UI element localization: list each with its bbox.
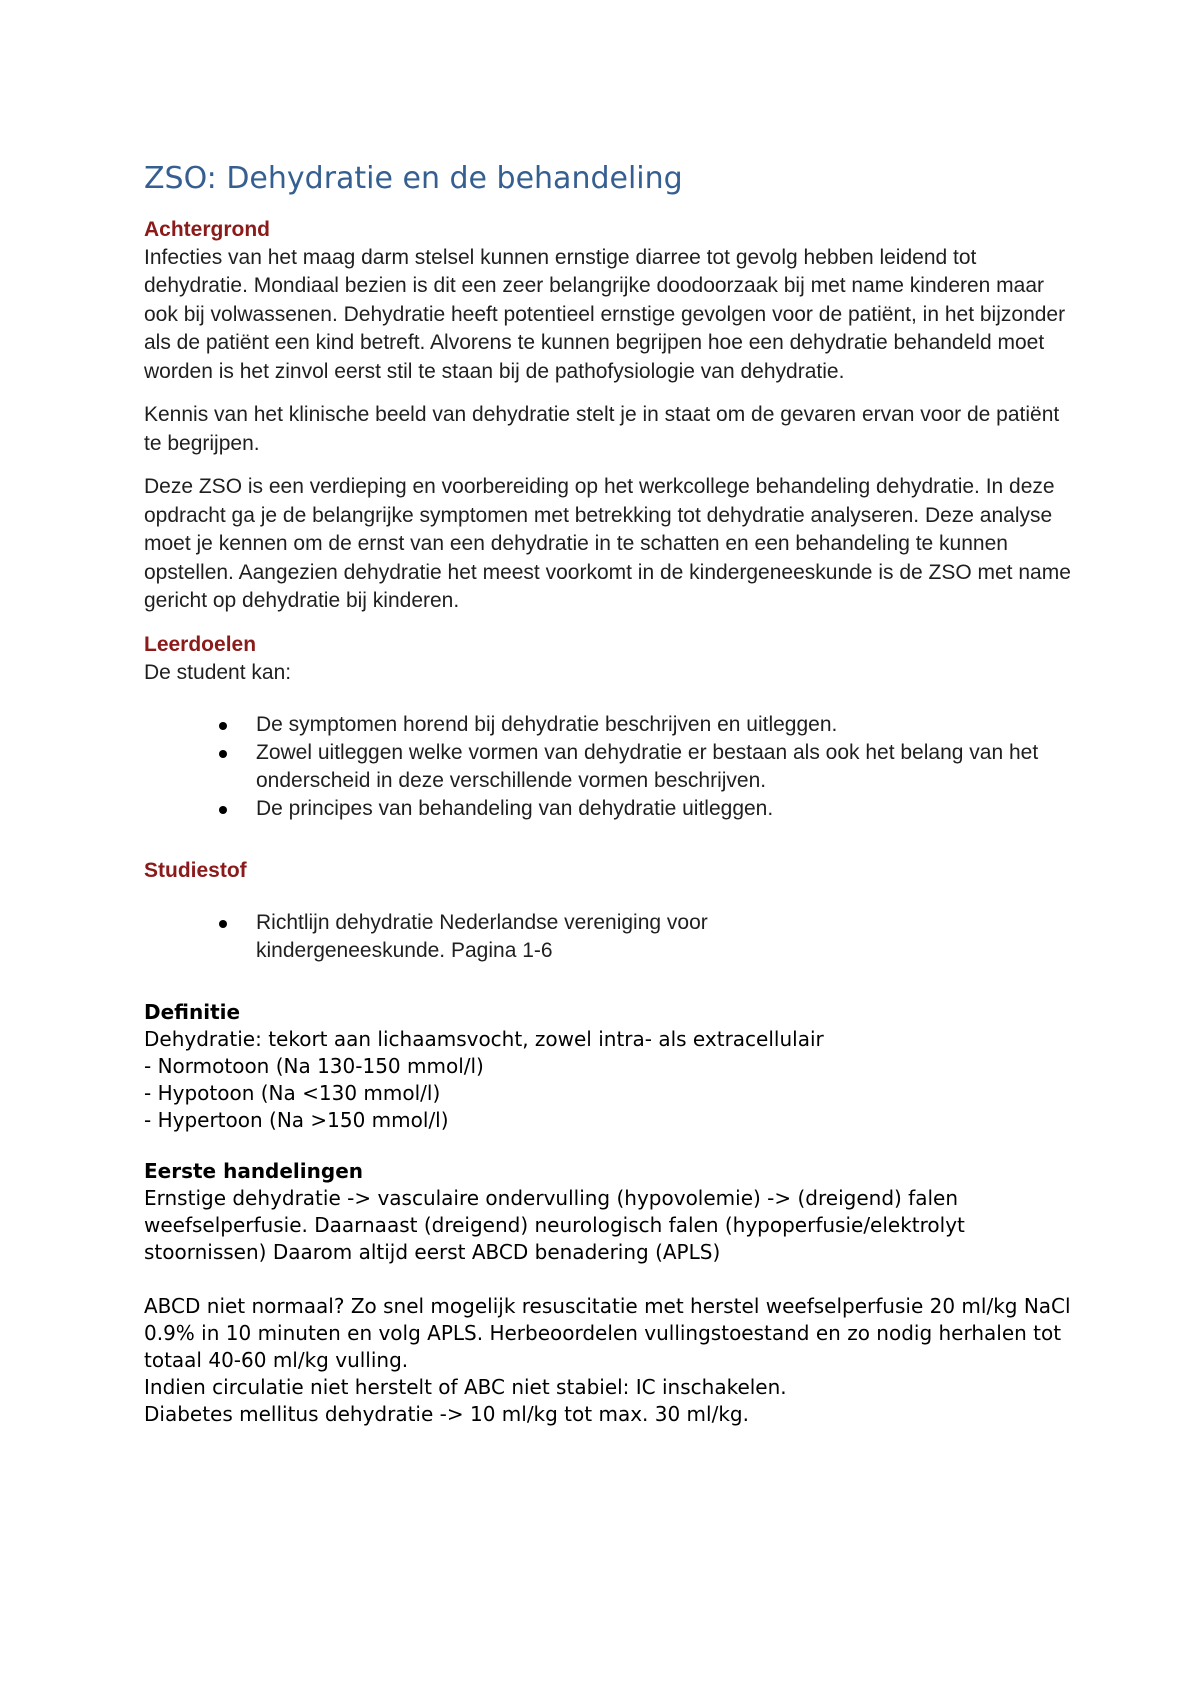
studiestof-list [144, 909, 1074, 965]
eerste-handelingen-paragraph-1: Ernstige dehydratie -> vasculaire ondervulling (hypovolemie) -> (dreigend) falen weefselperfusie. Daarnaast (dreigend) neurologisch falen (hypoperfusie/elektrolyt stoornissen) Daarom altijd eerst ABCD benadering (APLS) [144, 1186, 965, 1264]
page-title: ZSO: Dehydratie en de behandeling [144, 161, 683, 196]
leerdoelen-list [144, 711, 1074, 823]
definitie-line: - Normotoon (Na 130-150 mmol/l) [144, 1054, 484, 1078]
leerdoelen-intro: De student kan: [144, 660, 292, 684]
definitie-line: - Hypotoon (Na <130 mmol/l) [144, 1081, 441, 1105]
list-item: Richtlijn dehydratie Nederlandse vereniging voor kindergeneeskunde. Pagina 1-6 [256, 909, 794, 965]
eerste-handelingen-line-3: Indien circulatie niet herstelt of ABC niet stabiel: IC inschakelen. [144, 1375, 787, 1399]
definitie-line: Dehydratie: tekort aan lichaamsvocht, zowel intra- als extracellulair [144, 1027, 824, 1051]
heading-eerste-handelingen: Eerste handelingen [144, 1159, 364, 1183]
heading-achtergrond: Achtergrond [144, 217, 270, 241]
bullet-icon [219, 722, 227, 730]
achtergrond-paragraph-2: Kennis van het klinische beeld van dehydratie stelt je in staat om de gevaren ervan voor de patiënt te begrijpen. [144, 403, 1060, 455]
achtergrond-paragraph-1: Infecties van het maag darm stelsel kunnen ernstige diarree tot gevolg hebben leidend tot dehydratie. Mondiaal bezien is dit een zeer belangrijke doodoorzaak bij met name kinderen maar ook bij volwassenen. Dehydratie heeft potentieel ernstige gevolgen voor de patiënt, in het bijzonder als de patiënt een kind betreft. Alvorens te kunnen begrijpen hoe een dehydratie behandeld moet worden is het zinvol eerst stil te staan bij de pathofysiologie van dehydratie. [144, 245, 1066, 383]
definitie-block [144, 1026, 1074, 1134]
heading-studiestof: Studiestof [144, 859, 247, 882]
heading-definitie: Definitie [144, 1000, 241, 1024]
eerste-handelingen-paragraph-2: ABCD niet normaal? Zo snel mogelijk resuscitatie met herstel weefselperfusie 20 ml/kg NaCl 0.9% in 10 minuten en volg APLS. Herbeoordelen vullingstoestand en zo nodig herhalen tot totaal 40-60 ml/kg vulling. [144, 1294, 1071, 1372]
list-item: De principes van behandeling van dehydratie uitleggen. [256, 795, 1074, 823]
eerste-handelingen-line-4: Diabetes mellitus dehydratie -> 10 ml/kg tot max. 30 ml/kg. [144, 1402, 749, 1426]
bullet-icon [219, 750, 227, 758]
list-item: Zowel uitleggen welke vormen van dehydratie er bestaan als ook het belang van het onderscheid in deze verschillende vormen beschrijven. [256, 739, 1074, 795]
definitie-line: - Hypertoon (Na >150 mmol/l) [144, 1108, 449, 1132]
bullet-icon [219, 920, 227, 928]
bullet-icon [219, 806, 227, 814]
heading-leerdoelen: Leerdoelen [144, 632, 257, 656]
list-item: De symptomen horend bij dehydratie beschrijven en uitleggen. [256, 711, 1074, 739]
achtergrond-paragraph-3: Deze ZSO is een verdieping en voorbereiding op het werkcollege behandeling dehydratie. In deze opdracht ga je de belangrijke symptomen met betrekking tot dehydratie analyseren. Deze analyse moet je kennen om de ernst van een dehydratie in te schatten en een behandeling te kunnen opstellen. Aangezien dehydratie het meest voorkomt in de kindergeneeskunde is de ZSO met name gericht op dehydratie bij kinderen. [144, 475, 1071, 612]
document-page [144, 160, 1074, 1428]
